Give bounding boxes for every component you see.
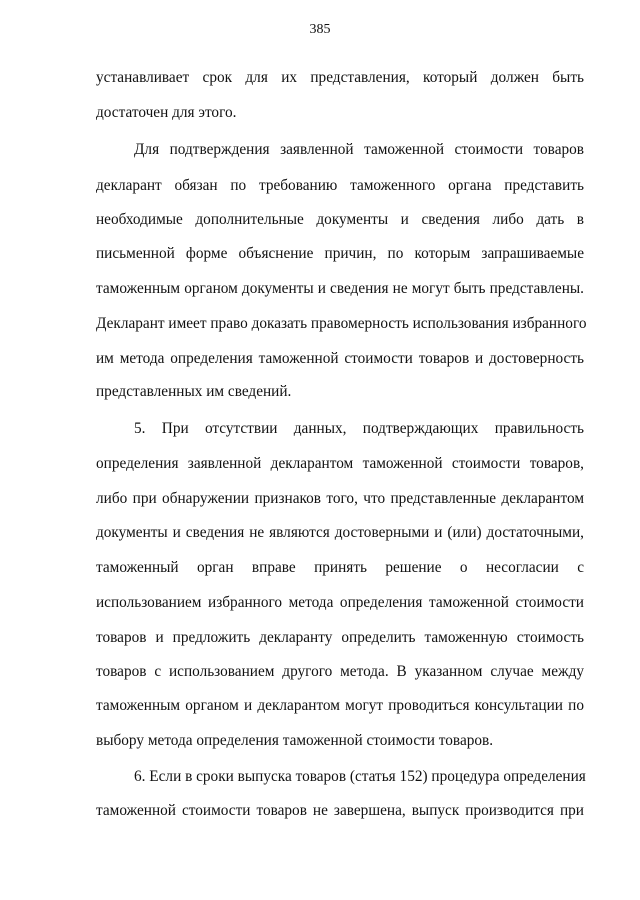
text-line: представленных им сведений. bbox=[96, 383, 292, 400]
text-line: использованием избранного метода определения таможенной стоимости bbox=[96, 594, 584, 611]
text-line: Для подтверждения заявленной таможенной стоимости товаров bbox=[134, 141, 584, 158]
text-line: таможенным органом документы и сведения не могут быть представлены. bbox=[96, 280, 584, 297]
text-line: товаров с использованием другого метода. В указанном случае между bbox=[96, 663, 584, 680]
text-line: декларант обязан по требованию таможенного органа представить bbox=[96, 177, 584, 194]
text-line: устанавливает срок для их представления, который должен быть bbox=[96, 69, 584, 86]
text-line: определения заявленной декларантом таможенной стоимости товаров, bbox=[96, 455, 584, 472]
text-line: 6. Если в сроки выпуска товаров (статья 152) процедура определения bbox=[134, 768, 586, 785]
text-line: письменной форме объяснение причин, по которым запрашиваемые bbox=[96, 245, 584, 262]
page-number: 385 bbox=[309, 22, 331, 37]
text-line: товаров и предложить декларанту определить таможенную стоимость bbox=[96, 629, 584, 646]
text-line: необходимые дополнительные документы и сведения либо дать в bbox=[96, 211, 584, 228]
text-line: 5. При отсутствии данных, подтверждающих правильность bbox=[134, 420, 584, 437]
text-line: либо при обнаружении признаков того, что представленные декларантом bbox=[96, 490, 584, 507]
text-line: достаточен для этого. bbox=[96, 104, 237, 121]
text-line: им метода определения таможенной стоимости товаров и достоверность bbox=[96, 350, 584, 367]
text-line: таможенный орган вправе принять решение о несогласии с bbox=[96, 559, 584, 576]
text-line: документы и сведения не являются достоверными и (или) достаточными, bbox=[96, 524, 584, 541]
text-line: Декларант имеет право доказать правомерность использования избранного bbox=[96, 315, 587, 332]
text-line: таможенным органом и декларантом могут проводиться консультации по bbox=[96, 697, 584, 714]
text-line: таможенной стоимости товаров не завершена, выпуск производится при bbox=[96, 802, 584, 819]
text-line: выбору метода определения таможенной стоимости товаров. bbox=[96, 732, 494, 749]
